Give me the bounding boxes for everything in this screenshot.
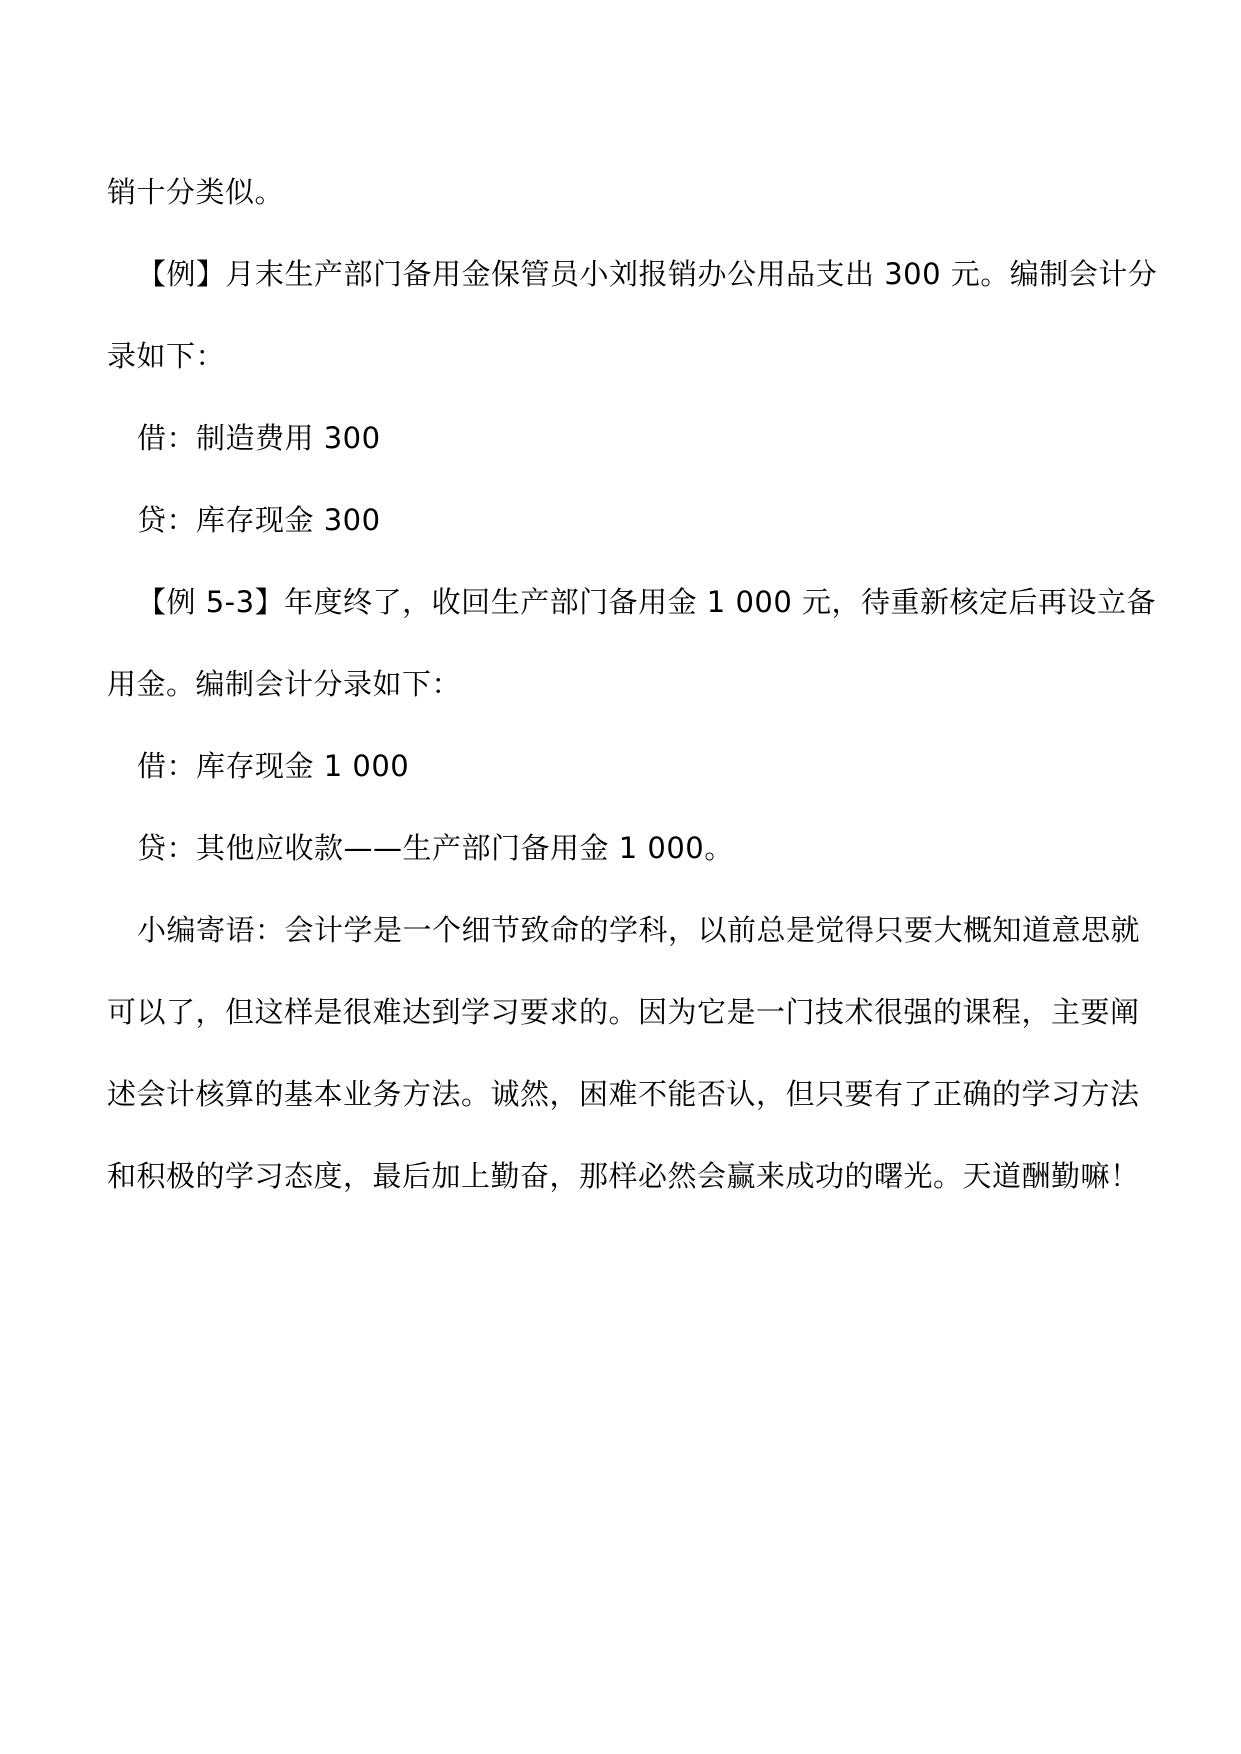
journal-entry-debit-1: 借：制造费用 300: [137, 421, 381, 455]
journal-entry-credit-1: 贷：库存现金 300: [137, 503, 381, 537]
editor-note-line-2: 可以了，但这样是很难达到学习要求的。因为它是一门技术很强的课程，主要阐: [107, 995, 1140, 1029]
example-5-3-line-1: 【例 5-3】年度终了，收回生产部门备用金 1 000 元，待重新核定后再设立备: [137, 585, 1157, 619]
example-5-3-line-2: 用金。编制会计分录如下：: [107, 667, 462, 701]
editor-note-line-1: 小编寄语：会计学是一个细节致命的学科，以前总是觉得只要大概知道意思就: [137, 913, 1141, 947]
example-1-line-2: 录如下：: [107, 339, 226, 373]
paragraph-continuation-line: 销十分类似。: [107, 175, 285, 209]
editor-note-line-4: 和积极的学习态度，最后加上勤奋，那样必然会赢来成功的曙光。天道酬勤嘛！: [107, 1159, 1140, 1193]
editor-note-line-3: 述会计核算的基本业务方法。诚然，困难不能否认，但只要有了正确的学习方法: [107, 1077, 1140, 1111]
journal-entry-credit-2: 贷：其他应收款——生产部门备用金 1 000。: [137, 831, 734, 865]
example-1-line-1: 【例】月末生产部门备用金保管员小刘报销办公用品支出 300 元。编制会计分: [137, 257, 1158, 291]
journal-entry-debit-2: 借：库存现金 1 000: [137, 749, 410, 783]
